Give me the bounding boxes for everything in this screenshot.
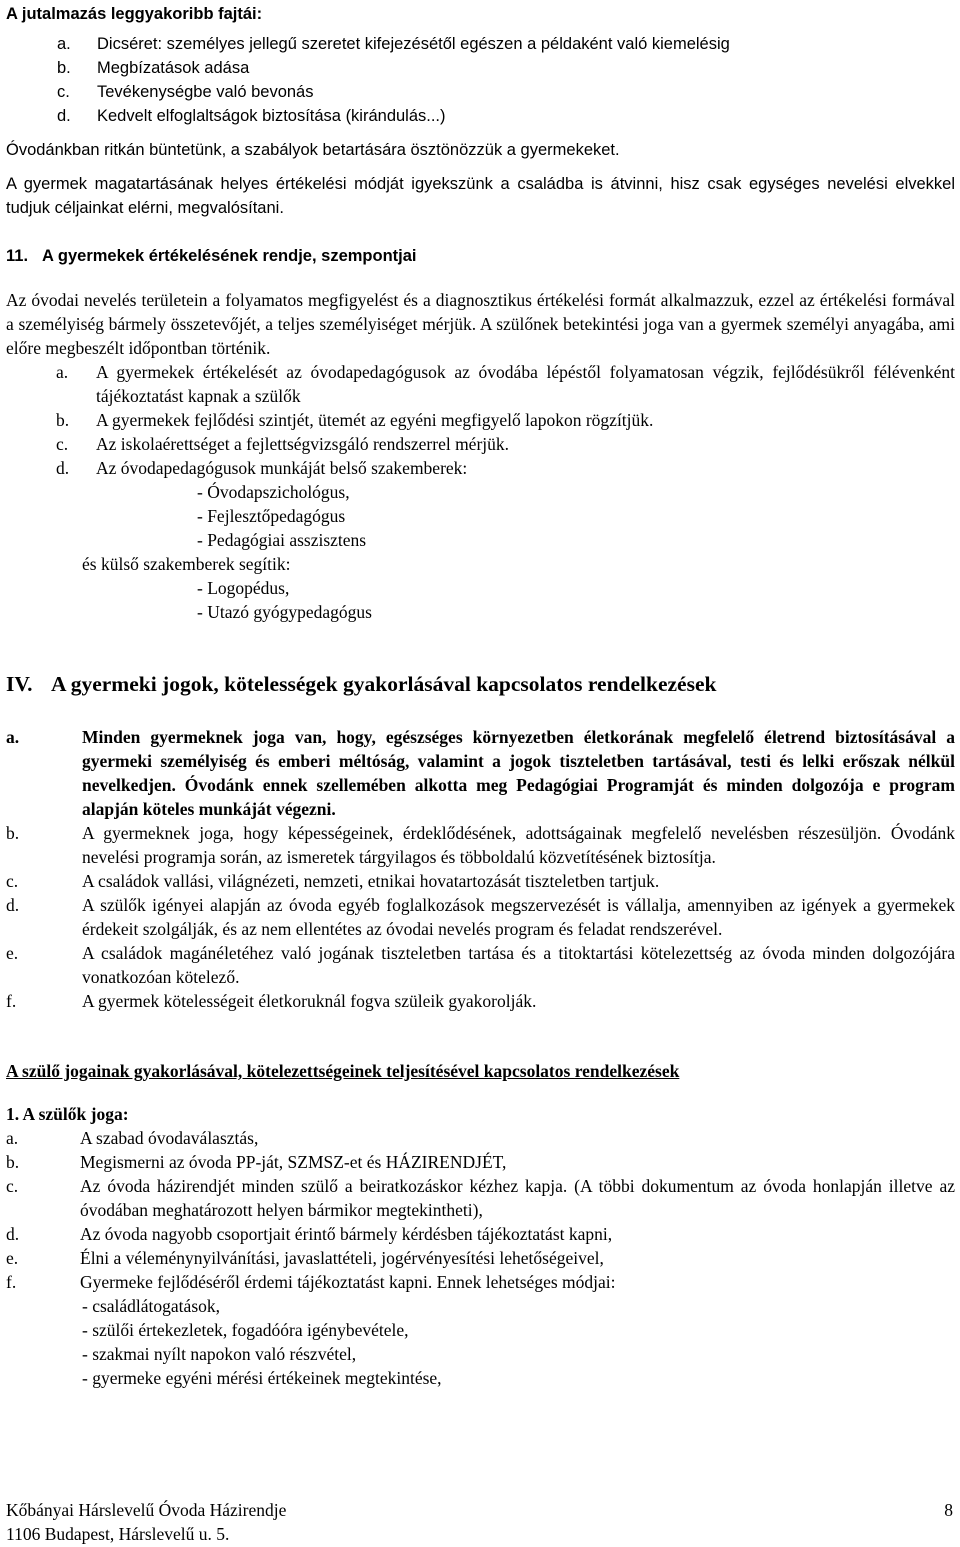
evaluation-heading [6,244,955,268]
item-label: b. [6,1152,20,1172]
item-text: Az óvoda nagyobb csoportjait érintő bármely kérdésben tájékoztatást kapni, [80,1224,613,1244]
item-text: Megismerni az óvoda PP-ját, SZMSZ-et és HÁZIRENDJÉT, [80,1152,507,1172]
item-text: Dicséret: személyes jellegű szeretet kifejezésétől egészen a példaként való kiemelésig [97,35,730,53]
item-label: a. [56,362,69,382]
item-text: A gyermeknek joga, hogy képességeinek, érdeklődésének, adottságainak megfelelő nevelésben részesüljön. Óvodánk nevelési programja során, az ismeretek tárgyilagos és többoldalú közvetítésének biztosítja. [82,823,955,867]
item-label: e. [6,1248,19,1268]
list-item [6,32,955,56]
list-item [6,80,955,104]
item-label: f. [6,991,17,1011]
page-footer [6,1498,955,1546]
list-item [6,1222,955,1246]
list-item [6,725,955,821]
expert-item: - Fejlesztőpedagógus [197,506,346,526]
expert-item: - Logopédus, [197,578,290,598]
mode-item: - szülői értekezletek, fogadóóra igénybevétele, [82,1320,409,1340]
item-text: Tevékenységbe való bevonás [97,83,314,101]
item-text: Gyermeke fejlődéséről érdemi tájékoztatást kapni. Ennek lehetséges módjai: [80,1272,616,1292]
rewards-list [6,32,955,128]
item-label: c. [56,434,69,454]
mode-item: - gyermeke egyéni mérési értékeinek megtekintése, [82,1368,442,1388]
item-text: A gyermekek értékelését az óvodapedagógusok az óvodába lépéstől folyamatosan végzik, fejlődésükről félévenként tájékoztatást kapnak a szülők [96,362,955,406]
item-label: b. [6,823,20,843]
item-text: Élni a véleménynyilvánítási, javaslattételi, jogérvényesítési lehetőségeivel, [80,1248,604,1268]
item-text: A gyermek kötelességeit életkoruknál fogva szüleik gyakorolják. [82,991,537,1011]
list-item [6,869,955,893]
list-item [6,941,955,989]
item-label: d. [57,107,71,125]
item-label: a. [6,1128,19,1148]
document-page [0,2,960,1547]
external-experts-label: és külső szakemberek segítik: [82,554,291,574]
list-item [6,989,955,1013]
evaluation-list [6,360,955,480]
footer-title: Kőbányai Hárslevelű Óvoda Házirendje [6,1500,287,1520]
item-label: c. [57,83,70,101]
item-label: e. [6,943,19,963]
item-text: A családok magánéletéhez való jogának tiszteletben tartása és a titoktartási kötelezettség az óvoda minden dolgozójára vonatkozóan kötelező. [82,943,955,987]
item-text: Megbízatások adása [97,59,250,77]
expert-item: - Utazó gyógypedagógus [197,602,372,622]
item-label: b. [57,59,71,77]
item-text: Kedvelt elfoglaltságok biztosítása (kirándulás...) [97,107,446,125]
item-label: d. [56,458,70,478]
item-text: Az iskolaérettséget a fejlettségvizsgáló rendszerrel mérjük. [96,434,510,454]
item-label: c. [6,871,19,891]
list-item [6,56,955,80]
evaluation-title: A gyermekek értékelésének rendje, szempontjai [42,247,417,265]
item-text: Az óvoda házirendjét minden szülő a beiratkozáskor kézhez kapja. (A többi dokumentum az óvoda honlapján illetve az óvodában meghatározott helyen bármikor megtekintheti), [80,1176,955,1220]
list-item [6,1150,955,1174]
list-item [6,432,955,456]
parents-list [6,1126,955,1294]
list-item [6,821,955,869]
rights-title: A gyermeki jogok, kötelességek gyakorlásával kapcsolatos rendelkezések [51,672,717,696]
parents-heading: A szülő jogainak gyakorlásával, kötelezettségeinek teljesítésével kapcsolatos rendelkezések [6,1061,680,1081]
item-label: a. [57,35,71,53]
item-text: Minden gyermeknek joga van, hogy, egészséges környezetben életkorának megfelelő életrend biztosításával a gyermeki személyiség és emberi méltóság, valamint a jogok tiszteletben tartásával, testi és lelki erőszak nélkül nevelkedjen. Óvodánk ennek szellemében alkotta meg Pedagógiai Programját és minden dolgozója e program alapján köteles munkáját végezni. [82,727,955,819]
item-text: A családok vallási, világnézeti, nemzeti, etnikai hovatartozását tiszteletben tartjuk. [82,871,660,891]
rewards-heading: A jutalmazás leggyakoribb fajtái: [6,5,263,23]
item-label: d. [6,895,20,915]
item-text: A szülők igényei alapján az óvoda egyéb foglalkozások megszervezését is vállalja, amennyiben az igények a gyermekek érdekeit szolgálják, és az nem ellentétes az óvodai nevelés program és feladat rendszerével. [82,895,955,939]
list-item [6,1126,955,1150]
rewards-paragraph-2: A gyermek magatartásának helyes értékelési módját igyekszünk a családba is átvinni, hisz csak egységes nevelési elvekkel tudjuk céljainkat elérni, megvalósítani. [6,175,955,217]
list-item [6,408,955,432]
item-label: d. [6,1224,20,1244]
item-label: a. [6,727,20,747]
evaluation-number: 11. [6,247,29,265]
item-label: c. [6,1176,19,1196]
item-label: b. [56,410,70,430]
mode-item: - szakmai nyílt napokon való részvétel, [82,1344,357,1364]
rights-number: IV. [6,672,33,696]
list-item [6,104,955,128]
list-item [6,893,955,941]
contact-modes [6,1294,955,1390]
item-text: A gyermekek fejlődési szintjét, ütemét az egyéni megfigyelő lapokon rögzítjük. [96,410,654,430]
footer-address: 1106 Budapest, Hárslevelű u. 5. [6,1524,230,1544]
rights-heading [6,670,955,698]
internal-experts [6,480,955,624]
item-text: Az óvodapedagógusok munkáját belső szakemberek: [96,458,468,478]
expert-item: - Pedagógiai asszisztens [197,530,367,550]
rewards-paragraph-1: Óvodánkban ritkán büntetünk, a szabályok betartására ösztönözzük a gyermekeket. [6,141,620,159]
list-item [6,360,955,408]
evaluation-paragraph: Az óvodai nevelés területein a folyamatos megfigyelést és a diagnosztikus értékelési formát alkalmazzuk, ezzel az értékelési formával a személyiség bármely összetevőjét, a teljes személyiséget mérjük. A szülőnek betekintési joga van a gyermek személyi anyagába, ami előre megbeszélt időpontban történik. [6,290,955,358]
list-item [6,1270,955,1294]
expert-item: - Óvodapszichológus, [197,482,350,502]
mode-item: - családlátogatások, [82,1296,221,1316]
page-number: 8 [944,1500,953,1520]
list-item [6,1246,955,1270]
list-item [6,456,955,480]
rights-list [6,725,955,1013]
item-text: A szabad óvodaválasztás, [80,1128,259,1148]
parents-subheading: 1. A szülők joga: [6,1104,129,1124]
list-item [6,1174,955,1222]
item-label: f. [6,1272,17,1292]
